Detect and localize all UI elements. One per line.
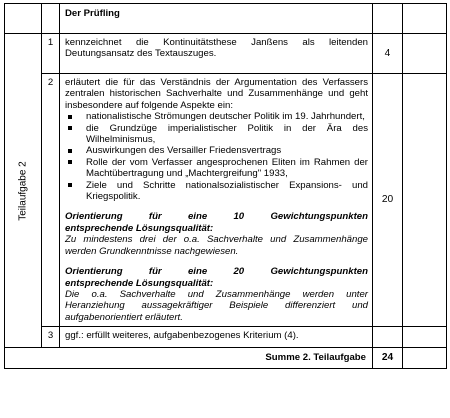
orientation-10-block [65,211,368,257]
list-item: nationalistische Strömungen deutscher Politik im 19. Jahrhundert, [65,111,368,122]
max-points [373,327,403,348]
orientation-20-title-line2: entsprechende Lösungsqualität: [65,277,214,289]
orientation-10-title-line2: entsprechende Lösungsqualität: [65,222,214,234]
table-row [5,34,447,74]
achieved-points-cell [403,348,447,369]
row-description: kennzeichnet die Kontinuitätsthese Janßens als leitenden Deutungsansatz des Textauszuges. [60,34,373,74]
max-points: 20 [373,74,403,327]
grading-table [4,3,447,369]
header-empty-cell [42,4,60,34]
header-empty-cell [373,4,403,34]
achieved-points-cell [403,34,447,74]
row-description: ggf.: erfüllt weiteres, aufgabenbezogenes Kriterium (4). [60,327,373,348]
orientation-10-text: Zu mindestens drei der o.a. Sachverhalte und Zusammenhänge werden Grundkenntnisse nachgewiesen. [65,234,368,257]
summary-total: 24 [373,348,403,369]
summary-row [5,348,447,369]
orientation-20-title [65,266,368,289]
orientation-20-text: Die o.a. Sachverhalte und Zusammenhänge werden unter Heranziehung aussagekräftiger Beispiele differenziert und aufgabenorientiert erläutert. [65,288,368,323]
table-row [5,327,447,348]
row-number: 1 [42,34,60,74]
list-item: Rolle der vom Verfasser angesprochenen Eliten im Rahmen der Machtübertragung und „Machtergreifung" 1933, [65,157,368,180]
aspect-list [65,111,368,202]
max-points: 4 [373,34,403,74]
header-empty-cell [5,4,42,34]
section-cell [5,34,42,348]
list-item: die Grundzüge imperialistischer Politik in der Ära des Wilhelminismus, [65,123,368,146]
summary-label: Summe 2. Teilaufgabe [5,348,373,369]
row-intro: erläutert die für das Verständnis der Argumentation des Verfassers zentralen historischen Sachverhalte und Zusammenhänge und geht insbesondere auf folgende Aspekte ein: [65,77,368,111]
orientation-10-title [65,211,368,234]
list-item: Auswirkungen des Versailler Friedensvertrags [65,145,368,156]
orientation-10-title-line1: Orientierung für eine 10 Gewichtungspunkten [65,211,368,223]
header-empty-cell [403,4,447,34]
orientation-20-title-line1: Orientierung für eine 20 Gewichtungspunkten [65,266,368,278]
list-item: Ziele und Schritte nationalsozialistischer Expansions- und Kriegspolitik. [65,180,368,203]
row-description [60,74,373,327]
achieved-points-cell [403,327,447,348]
header-title: Der Prüfling [60,4,373,34]
table-row [5,74,447,327]
table-header-row [5,4,447,34]
row-number: 3 [42,327,60,348]
achieved-points-cell [403,74,447,327]
orientation-20-block [65,266,368,323]
row-number: 2 [42,74,60,327]
section-label: Teilaufgabe 2 [17,160,29,221]
